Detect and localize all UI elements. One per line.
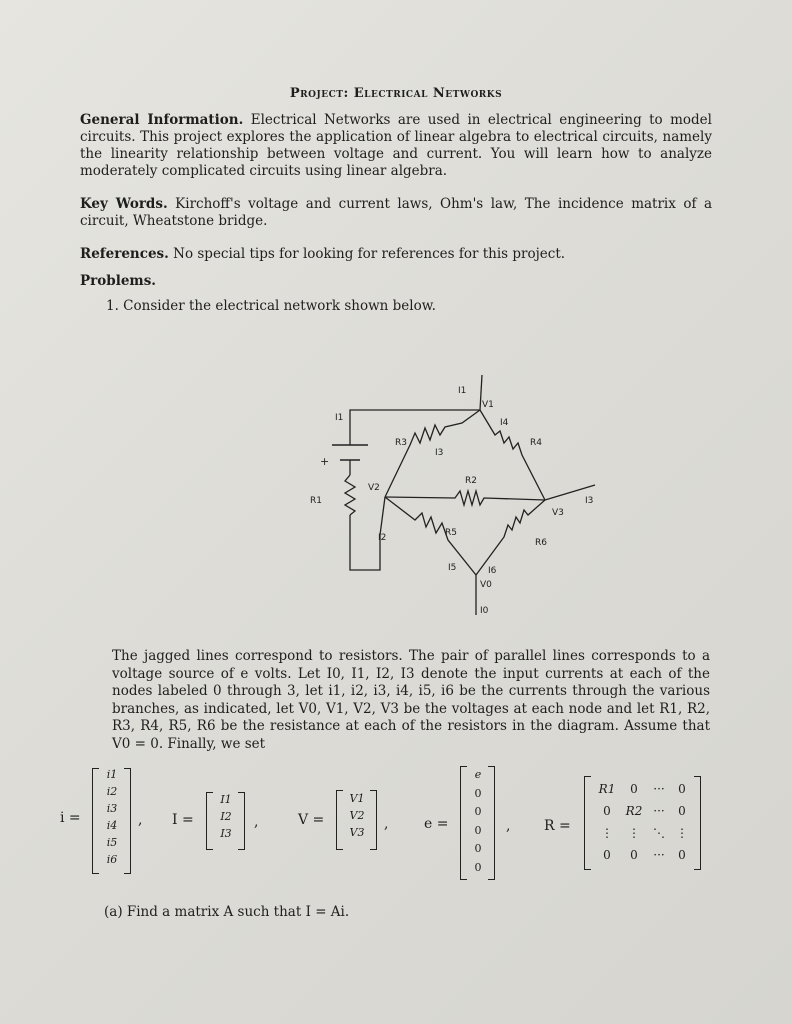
i-entry: i6 bbox=[106, 853, 118, 866]
R-entry: ··· bbox=[653, 848, 665, 862]
R-entry: 0 bbox=[678, 848, 686, 862]
e-left-bracket bbox=[460, 766, 467, 880]
label-i1-top: I1 bbox=[458, 386, 467, 396]
circuit-diagram bbox=[290, 365, 620, 625]
comma: , bbox=[254, 814, 259, 830]
resistor-r2 bbox=[385, 491, 545, 505]
description-paragraph: The jagged lines correspond to resistors. The pair of parallel lines corresponds to a voltage source of e volts. Let I0, I1, I2, I3 denote the input currents at each of the nodes labeled 0 through 3, let i1, i2, i3, i4, i5, i6 be the currents through the various branches, as indicated, let V0, V1, V2, V3 be the voltages at each node and let R1, R2, R3, R4, R5, R6 be the resistance at each of the resistors in the diagram. Assume that V0 = 0. Finally, we set bbox=[112, 648, 710, 752]
label-i5: I5 bbox=[448, 563, 457, 573]
label-i4: I4 bbox=[500, 418, 509, 428]
R-left-bracket bbox=[584, 776, 591, 870]
i-vector-label: i = bbox=[60, 810, 81, 826]
R-matrix-label: R = bbox=[544, 818, 571, 834]
label-i0: I0 bbox=[480, 606, 489, 616]
R-entry: ⋮ bbox=[628, 826, 640, 840]
V-right-bracket bbox=[370, 790, 377, 850]
problem-1: 1. Consider the electrical network shown below. bbox=[106, 298, 436, 314]
V-entry: V2 bbox=[349, 809, 365, 822]
I-vector-label: I = bbox=[172, 812, 194, 828]
R-entry: ⋮ bbox=[601, 826, 613, 840]
label-r6: R6 bbox=[535, 538, 547, 548]
e-right-bracket bbox=[488, 766, 495, 880]
part-a: (a) Find a matrix A such that I = Ai. bbox=[104, 904, 350, 920]
wire-top bbox=[350, 410, 480, 445]
R-entry: 0 bbox=[630, 782, 638, 796]
R-entry: 0 bbox=[603, 804, 611, 818]
references bbox=[80, 246, 712, 263]
problems-heading: Problems. bbox=[80, 273, 157, 289]
problems-heading-block bbox=[80, 273, 712, 290]
keywords-heading: Key Words. bbox=[80, 196, 168, 212]
comma: , bbox=[384, 816, 389, 832]
label-i2: I2 bbox=[378, 533, 387, 543]
e-entry: 0 bbox=[474, 842, 482, 855]
resistor-r5 bbox=[385, 497, 476, 575]
i-entry: i1 bbox=[106, 768, 118, 781]
e-entry: 0 bbox=[474, 805, 482, 818]
e-entry: 0 bbox=[474, 786, 482, 800]
i-vector bbox=[100, 766, 124, 868]
e-entry: 0 bbox=[474, 860, 482, 874]
key-words bbox=[80, 196, 712, 230]
V-entry: V1 bbox=[349, 792, 365, 805]
i-left-bracket bbox=[92, 768, 99, 874]
I-entry: I1 bbox=[220, 793, 232, 806]
R-entry: ··· bbox=[653, 804, 665, 818]
label-r2: R2 bbox=[465, 476, 477, 486]
references-heading: References. bbox=[80, 246, 169, 262]
label-r3: R3 bbox=[395, 438, 407, 448]
V-left-bracket bbox=[336, 790, 343, 850]
comma: , bbox=[138, 812, 143, 828]
label-i6: I6 bbox=[488, 566, 497, 576]
label-i3-right: I3 bbox=[585, 496, 594, 506]
label-r5: R5 bbox=[445, 528, 457, 538]
general-heading: General Information. bbox=[80, 112, 244, 128]
R-entry: ⋱ bbox=[653, 826, 665, 840]
I-left-bracket bbox=[206, 792, 213, 850]
R-entry: 0 bbox=[678, 804, 686, 818]
general-info bbox=[80, 112, 712, 180]
i-entry: i5 bbox=[106, 836, 118, 849]
I-entry: I3 bbox=[220, 827, 232, 840]
R-entry: R2 bbox=[625, 804, 643, 818]
I-vector bbox=[214, 791, 238, 842]
R-entry: 0 bbox=[630, 848, 638, 862]
e-entry: 0 bbox=[474, 823, 482, 837]
R-entry: 0 bbox=[603, 848, 611, 862]
V-vector bbox=[344, 790, 370, 841]
R-matrix bbox=[592, 778, 692, 866]
general-text: Electrical Networks are used in electrical engineering to model circuits. This project explores the application of linear algebra to electrical circuits, namely the linearity relationship between voltage and current. You will learn how to analyze moderately complicated circuits using linear algebra. bbox=[80, 112, 712, 179]
label-r4: R4 bbox=[530, 438, 542, 448]
resistor-r1 bbox=[345, 475, 355, 515]
label-v2: V2 bbox=[368, 483, 380, 493]
V-vector-label: V = bbox=[298, 812, 325, 828]
R-entry: R1 bbox=[598, 782, 616, 796]
resistor-r4 bbox=[480, 410, 545, 500]
references-text: No special tips for looking for references for this project. bbox=[173, 246, 566, 262]
I-entry: I2 bbox=[220, 810, 232, 823]
I-right-bracket bbox=[238, 792, 245, 850]
i-right-bracket bbox=[124, 768, 131, 874]
R-entry: ··· bbox=[653, 782, 665, 796]
page-title: Project: Electrical Networks bbox=[289, 86, 503, 101]
R-entry: 0 bbox=[678, 782, 686, 796]
keywords-text: Kirchoff's voltage and current laws, Ohm's law, The incidence matrix of a circuit, Wheatstone bridge. bbox=[80, 196, 712, 229]
i-entry: i2 bbox=[106, 785, 118, 798]
label-i1-left: I1 bbox=[335, 413, 344, 423]
label-r1: R1 bbox=[310, 496, 322, 506]
e-vector-label: e = bbox=[424, 816, 449, 832]
R-entry: ⋮ bbox=[676, 826, 688, 840]
i-entry: i3 bbox=[106, 802, 118, 815]
comma: , bbox=[506, 818, 511, 834]
e-entry: e bbox=[474, 768, 482, 781]
V-entry: V3 bbox=[349, 826, 365, 839]
R-right-bracket bbox=[694, 776, 701, 870]
i-entry: i4 bbox=[106, 819, 118, 832]
label-v3: V3 bbox=[552, 508, 564, 518]
e-vector bbox=[468, 766, 488, 877]
battery-plus-sign: + bbox=[320, 455, 330, 468]
label-v0: V0 bbox=[480, 580, 492, 590]
label-v1: V1 bbox=[482, 400, 494, 410]
label-i3-upper: I3 bbox=[435, 448, 444, 458]
